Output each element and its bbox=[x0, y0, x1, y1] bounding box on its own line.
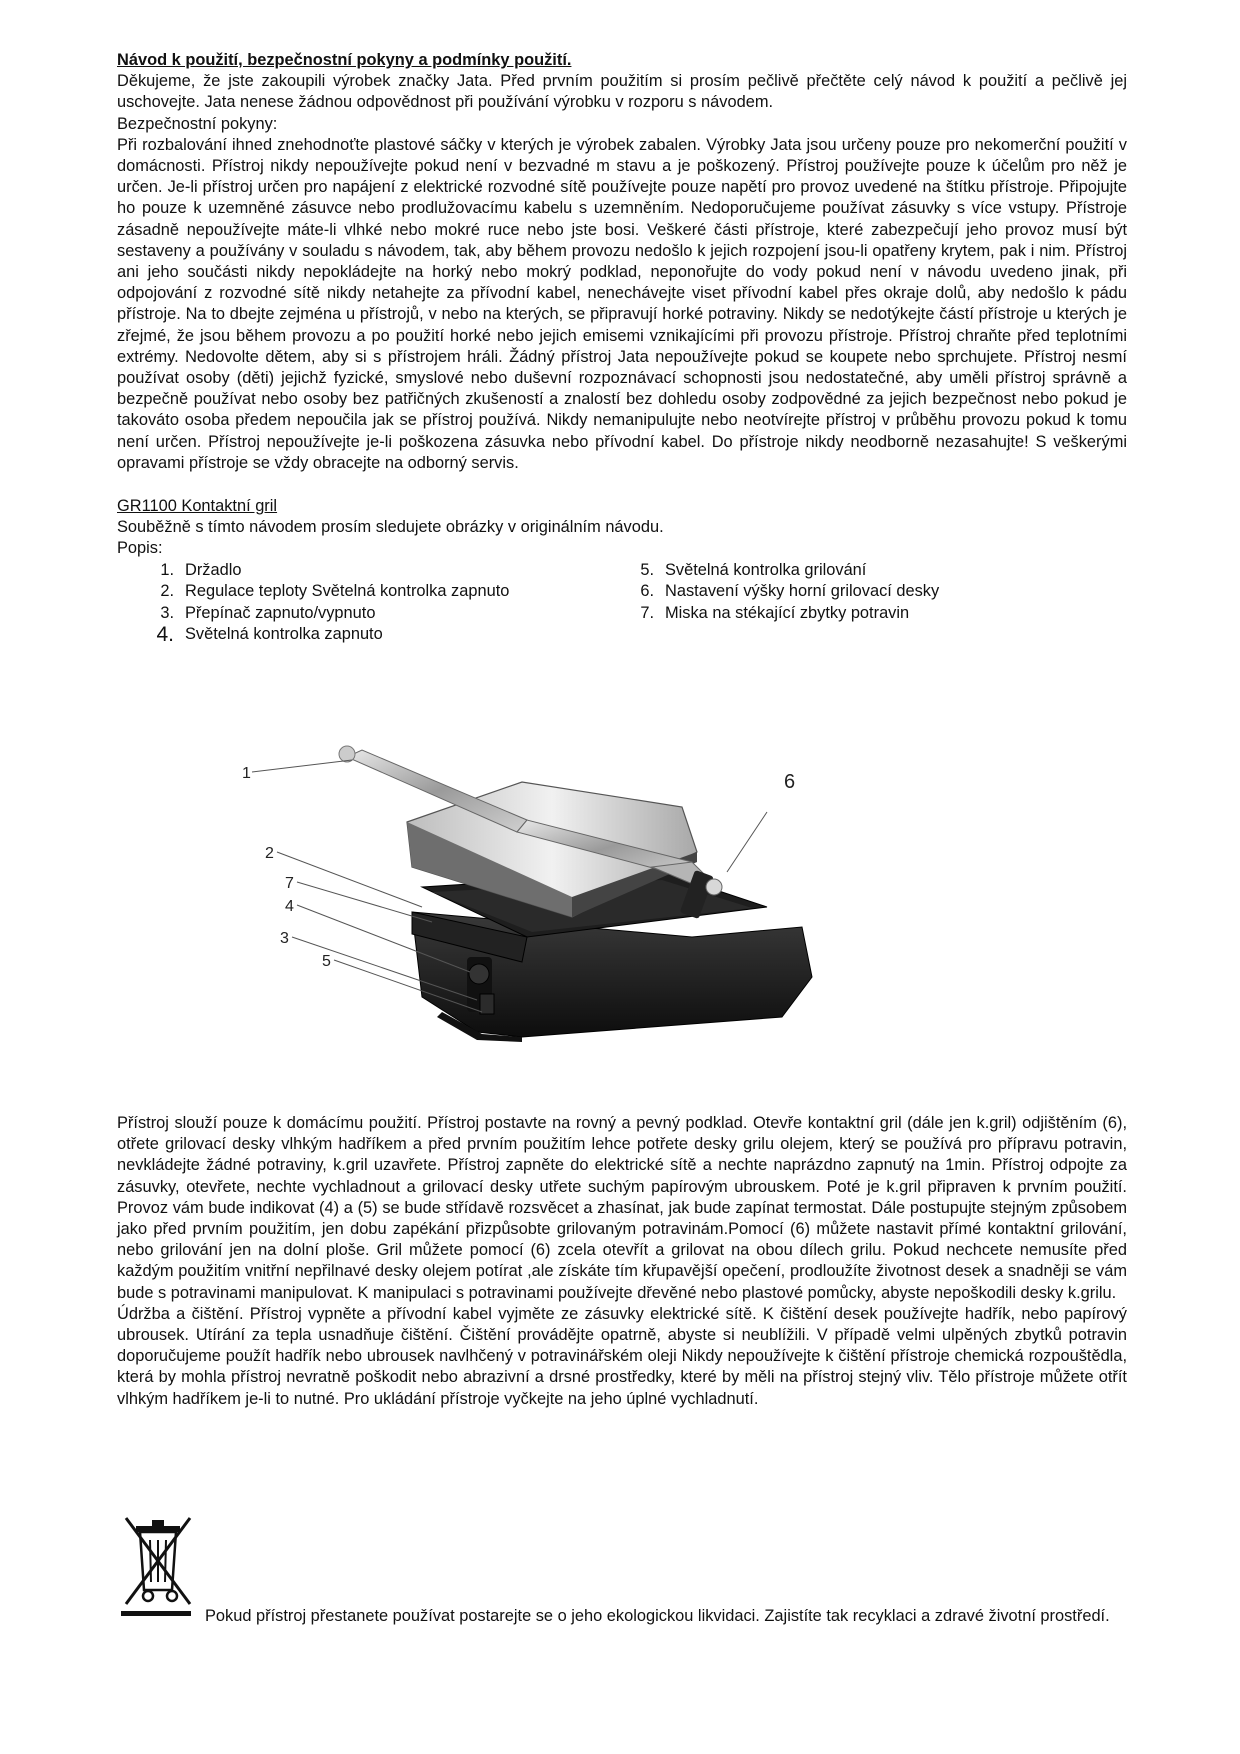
list-item: 1. Držadlo bbox=[160, 560, 242, 579]
callout-1: 1 bbox=[242, 765, 251, 782]
care-paragraph: Údržba a čištění. Přístroj vypněte a přívodní kabel vyjměte ze zásuvky elektrické sítě. K čištění desek používejte hadřík, nebo papírový ubrousek. Utírání za tepla usnadňuje čištění. Čištění provádějte opatrně, abyste si neublížili. V případě velmi ulpěných zbytků potravin doporučujeme použít hadřík nebo ubrousek navlhčený v potravinářském oleji Nikdy nepoužívejte k čištění přístroje chemická rozpouštědla, která by mohla přístroj nevratně poškodit nebo abrazivní a drsné prostředky, které by měli na přístroj stejný vliv. Tělo přístroje můžete otřít vlhkým hadříkem je-li to nutné. Pro ukládání přístroje vyčkejte na jeho úplné vychladnutí. bbox=[117, 1304, 1127, 1408]
document-title: Návod k použití, bezpečnostní pokyny a podmínky použití. bbox=[117, 51, 572, 69]
disposal-paragraph: Pokud přístroj přestanete používat postarejte se o jeho ekologickou likvidaci. Zajistíte tak recyklaci a zdravé životní prostředí. bbox=[205, 1607, 1110, 1625]
usage-paragraph: Přístroj slouží pouze k domácímu použití. Přístroj postavte na rovný a pevný podklad. Otevře kontaktní gril (dále jen k.gril) odjištěním (6), otřete grilovací desky vlhkým hadříkem a před prvním použitím lehce potřete desky grilu olejem, který se používá pro přípravu potravin, nevkládejte žádné potraviny, k.gril uzavřete. Přístroj zapněte do elektrické sítě a nechte naprázdno zapnutý na 1min. Přístroj odpojte za zásuvky, otevřete, nechte vychladnout a grilovací desky utřete suchým papírovým ubrouskem. Poté je k.gril připraven k prvním použití. Provoz vám bude indikovat (4) a (5) se bude střídavě rozsvěcet a zhasínat, jak bude zapínat termostat. Dále postupujte stejným způsobem jako před prvním použitím, jen dobu zapékání přizpůsobte grilovaným potravinám.Pomocí (6) můžete nastavit přímé kontaktní grilování, nebo grilování jen na dolní ploše. Gril můžete pomocí (6) zcela otevřít a grilovat na obou dílech grilu. Pokud nechcete nemusíte před každým použitím vnitřní nepřilnavé desky olejem potírat ,ale získáte tím křupavější opečení, prodloužíte životnost desek a snadněji se vám bude s potravinami manipulovat. K manipulaci s potravinami používejte dřevěné nebo plastové pomůcky, abyste nepoškodili desky k.grilu. bbox=[117, 1114, 1127, 1302]
callout-7: 7 bbox=[285, 875, 294, 892]
list-item: 6. Nastavení výšky horní grilovací desky bbox=[640, 582, 940, 601]
description-heading: Popis: bbox=[117, 539, 163, 558]
list-item: 5. Světelná kontrolka grilování bbox=[640, 560, 867, 579]
product-title: GR1100 Kontaktní gril bbox=[117, 497, 278, 516]
intro-paragraph: Děkujeme, že jste zakoupili výrobek značky Jata. Před prvním použitím si prosím pečlivě přečtěte celý návod k použití a pečlivě jej uschovejte. Jata nenese žádnou odpovědnost při používání výrobku v rozporu s návodem. bbox=[117, 72, 1127, 112]
callout-3: 3 bbox=[280, 930, 289, 947]
callout-5: 5 bbox=[322, 953, 331, 970]
list-item: 3. Přepínač zapnuto/vypnuto bbox=[160, 603, 376, 622]
contact-grill-drawing bbox=[222, 712, 912, 1092]
grill-illustration bbox=[222, 712, 912, 1092]
parts-list-left bbox=[147, 560, 607, 646]
safety-heading: Bezpečnostní pokyny: bbox=[117, 114, 278, 133]
callout-4: 4 bbox=[285, 898, 294, 915]
parts-list bbox=[117, 560, 1127, 660]
callout-6: 6 bbox=[784, 771, 796, 793]
parts-list-right bbox=[627, 560, 1127, 625]
document-body bbox=[117, 50, 1127, 660]
list-item: 2. Regulace teploty Světelná kontrolka zapnuto bbox=[160, 582, 510, 601]
safety-paragraph: Při rozbalování ihned znehodnoťte plastové sáčky v kterých je výrobek zabalen. Výrobky Jata jsou určeny pouze pro nekomerční použití v domácnosti. Přístroj nikdy nepoužívejte pokud není v bezvadné m stavu a je poškozený. Přístroj používejte pouze k účelům pro něž je určen. Je-li přístroj určen pro napájení z elektrické rozvodné sítě používejte pouze napětí pro provoz uvedené na štítku přístroje. Připojujte ho pouze k uzemněné zásuvce nebo prodlužovacímu kabelu s uzemněním. Nedoporučujeme používat zásuvky s více vstupy. Přístroje zásadně nepoužívejte máte-li vlhké nebo mokré ruce nebo jste bosi. Veškeré části přístroje, které zabezpečují jeho provoz musí být sestaveny a používány v souladu s návodem, tak, aby během provozu nedošlo k jejich rozpojení jsou-li opatřeny krytem, pak i nim. Přístroj ani jeho součásti nikdy nepokládejte na horký nebo mokrý podklad, neponořujte do vody pokud není v návodu uvedeno jinak, při odpojování z rozvodné sítě nikdy netahejte za přívodní kabel, nenechávejte viset přívodní kabel přes okraje dolů, aby nedošlo k pádu přístroje. Na to dbejte zejména u přístrojů, v nebo na kterých, se připravují horké potraviny. Nikdy se nedotýkejte částí přístroje u kterých je zřejmé, že jsou během provozu a po použití horké nebo jejich emisemi vznikajícími při provozu přístroje. Přístroj chraňte před teplotními extrémy. Nedovolte dětem, aby si s přístrojem hráli. Žádný přístroj Jata nepoužívejte pokud se koupete nebo sprchujete. Přístroj nesmí používat osoby (děti) jejichž fyzické, smyslové nebo duševní rozpoznávací schopnosti jsou nedostatečné, aby uměli přístroj správně a bezpečně používat nebo osoby bez patřičných zkušeností a znalostí bez dohledu osoby zodpovědné za jejich bezpečnost nebo pokud je takováto osoba předem nepoučila jak se přístroj používá. Nikdy nemanipulujte nebo neotvírejte přístroj v průběhu provozu pokud k tomu není určen. Přístroj nepoužívejte je-li poškozena zásuvka nebo přívodní kabel. Do přístroje nikdy neodborně nezasahujte! S veškerými opravami přístroje se vždy obracejte na odborný servis. bbox=[117, 135, 1127, 472]
product-note: Souběžně s tímto návodem prosím sledujete obrázky v originálním návodu. bbox=[117, 518, 664, 537]
weee-bin-icon bbox=[118, 1512, 198, 1607]
usage-section bbox=[117, 1113, 1127, 1410]
list-item: 4. Světelná kontrolka zapnuto bbox=[156, 623, 383, 647]
callout-2: 2 bbox=[265, 845, 274, 862]
list-item: 7. Miska na stékající zbytky potravin bbox=[640, 603, 910, 622]
